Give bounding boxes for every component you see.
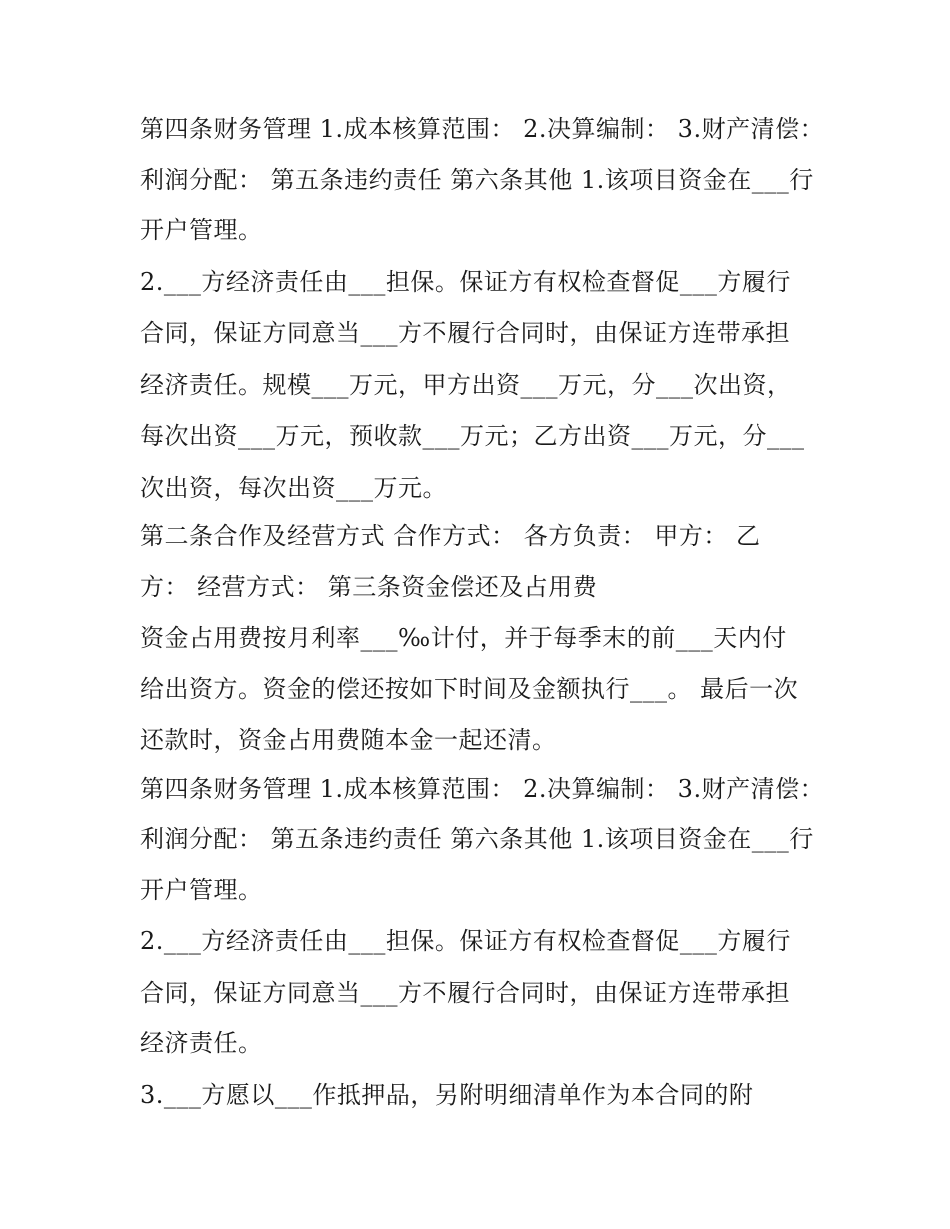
text-line: 第二条合作及经营方式 合作方式： 各方负责： 甲方： 乙 [140, 522, 761, 550]
text-line: 开户管理。 [140, 876, 263, 904]
text-line: 经济责任。 [140, 1029, 263, 1057]
text-line: 2.___方经济责任由___担保。保证方有权检查督促___方履行 [140, 927, 791, 955]
text-line: 次出资，每次出资___万元。 [140, 474, 447, 502]
text-line: 经济责任。规模___万元，甲方出资___万元，分___次出资， [140, 371, 792, 399]
text-line: 合同，保证方同意当___方不履行合同时，由保证方连带承担 [140, 979, 790, 1007]
text-line: 还款时，资金占用费随本金一起还清。 [140, 726, 557, 754]
text-line: 资金占用费按月利率___‰计付，并于每季末的前___天内付 [140, 624, 787, 652]
text-line: 开户管理。 [140, 216, 263, 244]
text-line: 方： 经营方式： 第三条资金偿还及占用费 [140, 573, 598, 601]
text-line: 每次出资___万元，预收款___万元；乙方出资___万元，分___ [140, 422, 805, 450]
text-line: 合同，保证方同意当___方不履行合同时，由保证方连带承担 [140, 319, 790, 347]
text-line: 利润分配： 第五条违约责任 第六条其他 1.该项目资金在___行 [140, 825, 814, 853]
text-line: 2.___方经济责任由___担保。保证方有权检查督促___方履行 [140, 268, 791, 296]
text-line: 3.___方愿以___作抵押品，另附明细清单作为本合同的附 [140, 1081, 754, 1109]
text-line: 利润分配： 第五条违约责任 第六条其他 1.该项目资金在___行 [140, 166, 814, 194]
text-line: 第四条财务管理 1.成本核算范围： 2.决算编制： 3.财产清偿： [140, 115, 825, 143]
text-line: 给出资方。资金的偿还按如下时间及金额执行___。 最后一次 [140, 675, 799, 703]
text-line: 第四条财务管理 1.成本核算范围： 2.决算编制： 3.财产清偿： [140, 775, 825, 803]
